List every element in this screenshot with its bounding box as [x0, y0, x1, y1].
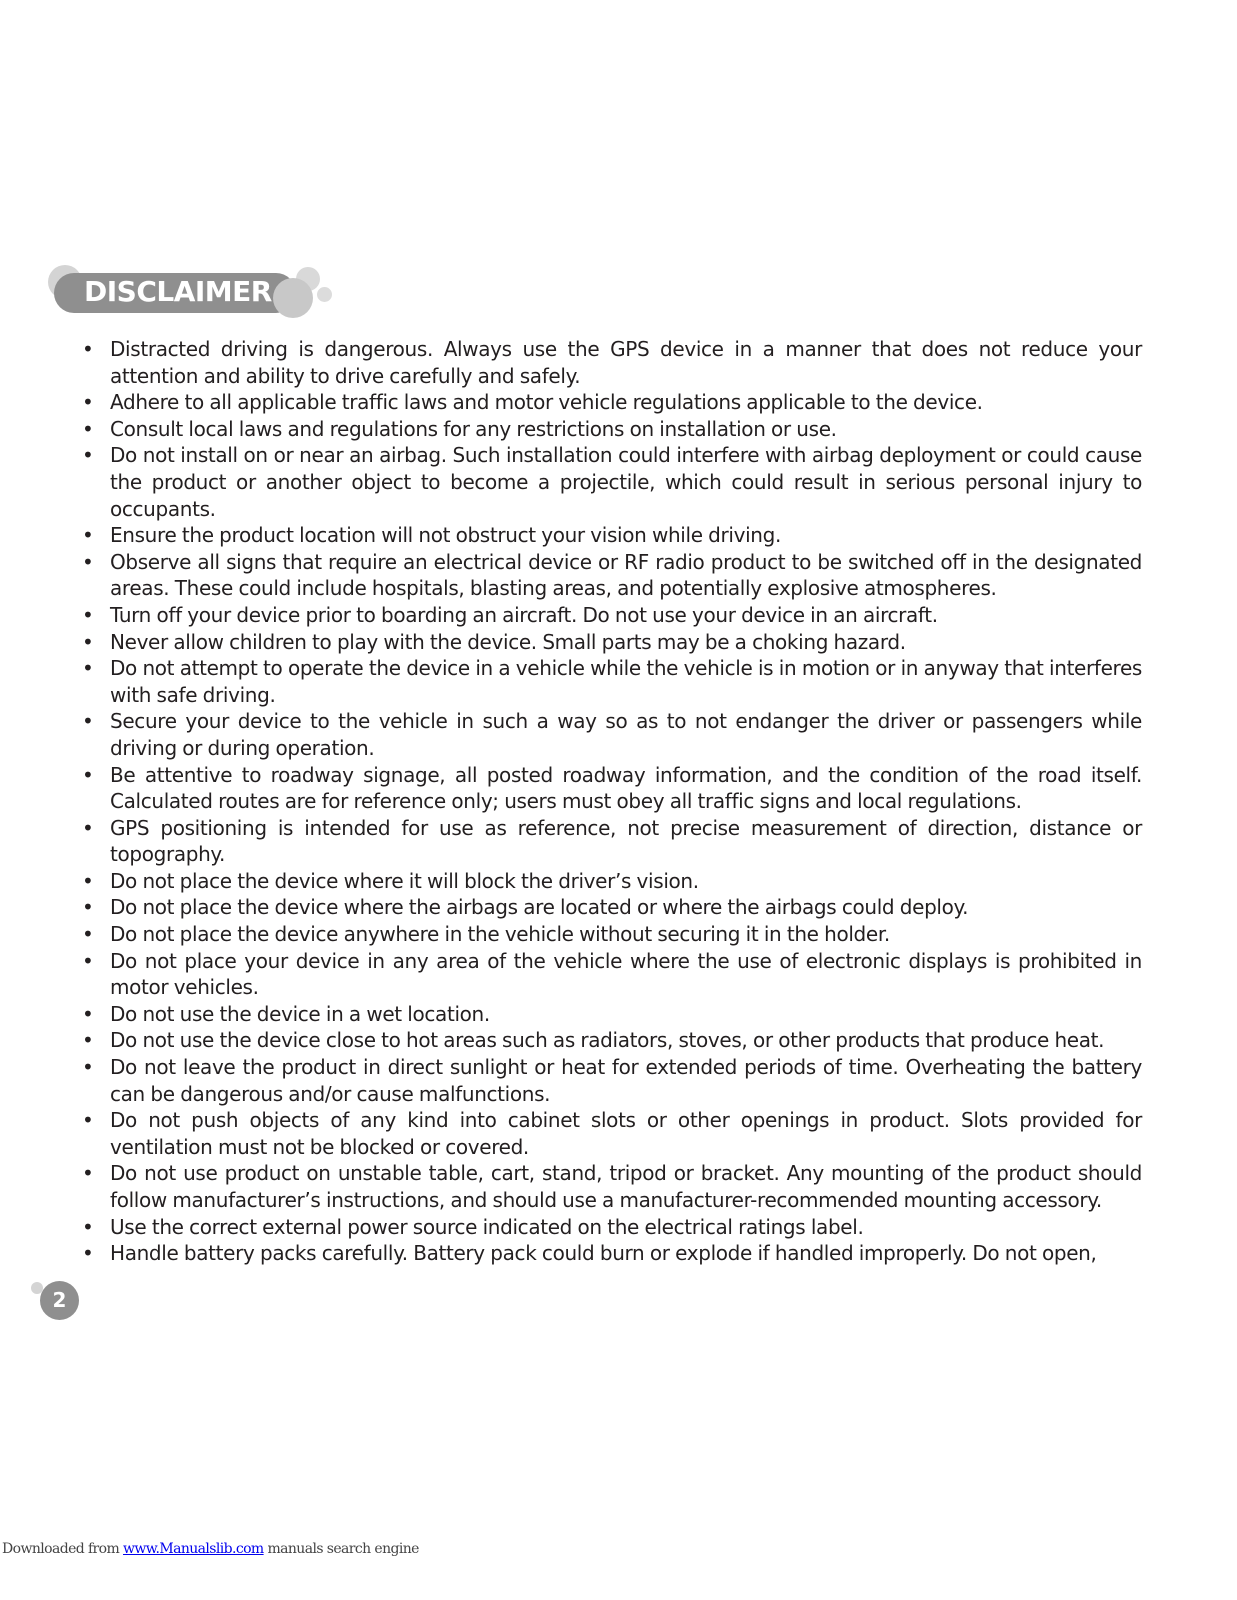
list-item: [82, 416, 1142, 443]
bullet-icon: •: [82, 549, 94, 574]
list-item: [82, 815, 1142, 868]
list-item-text: Adhere to all applicable traffic laws and motor vehicle regulations applicable to the device.: [110, 390, 983, 415]
list-item: [82, 1001, 1142, 1028]
bullet-icon: •: [82, 390, 94, 415]
disclaimer-content: [82, 336, 1142, 1267]
list-item-text: Use the correct external power source indicated on the electrical ratings label.: [110, 1214, 864, 1239]
list-item-text: Observe all signs that require an electrical device or RF radio product to be switched off in the designated areas. These could include hospitals, blasting areas, and potentially explosive atmospheres.: [110, 549, 1142, 601]
bullet-icon: •: [82, 629, 94, 654]
list-item-text: Do not use the device close to hot areas such as radiators, stoves, or other products that produce heat.: [110, 1028, 1105, 1053]
list-item-text: Be attentive to roadway signage, all posted roadway information, and the condition of the road itself. Calculated routes are for reference only; users must obey all traffic signs and local regulations.: [110, 762, 1142, 814]
list-item-text: Ensure the product location will not obstruct your vision while driving.: [110, 523, 781, 548]
footer-prefix: Downloaded from: [2, 1541, 120, 1557]
list-item: [82, 894, 1142, 921]
list-item-text: Do not push objects of any kind into cabinet slots or other openings in product. Slots provided for ventilation must not be blocked or covered.: [110, 1108, 1142, 1159]
bullet-icon: •: [82, 337, 94, 361]
bullet-icon: •: [82, 868, 94, 893]
list-item: [82, 921, 1142, 948]
list-item: [82, 1240, 1142, 1267]
list-item: [82, 1054, 1142, 1107]
list-item-text: Do not place the device anywhere in the vehicle without securing it in the holder.: [110, 922, 890, 947]
list-item-text: Do not place your device in any area of the vehicle where the use of electronic displays is prohibited in motor vehicles.: [110, 948, 1142, 1000]
list-item-text: Never allow children to play with the device. Small parts may be a choking hazard.: [110, 629, 906, 654]
list-item-text: Distracted driving is dangerous. Always use the GPS device in a manner that does not reduce your attention and ability to drive carefully and safely.: [110, 337, 1142, 388]
bullet-icon: •: [82, 895, 94, 920]
page-number: 2: [40, 1281, 79, 1320]
list-item-text: Secure your device to the vehicle in such a way so as to not endanger the driver or passengers while driving or during operation.: [110, 709, 1142, 760]
list-item-text: Do not place the device where it will block the driver’s vision.: [110, 868, 699, 893]
list-item-text: Do not use product on unstable table, cart, stand, tripod or bracket. Any mounting of the product should follow manufacturer’s instructions, and should use a manufacturer-recommended mounting accessory.: [110, 1161, 1142, 1212]
section-header: [44, 263, 344, 323]
list-item: [82, 522, 1142, 549]
bullet-icon: •: [82, 1161, 94, 1186]
list-item: [82, 629, 1142, 656]
bullet-icon: •: [82, 416, 94, 441]
footer: [2, 1541, 419, 1557]
list-item: [82, 389, 1142, 416]
bullet-icon: •: [82, 815, 94, 840]
footer-suffix: manuals search engine: [267, 1541, 419, 1557]
decorative-bubble: [317, 287, 332, 302]
list-item: [82, 1027, 1142, 1054]
list-item-text: Do not leave the product in direct sunlight or heat for extended periods of time. Overheating the battery can be dangerous and/or cause malfunctions.: [110, 1055, 1142, 1106]
list-item: [82, 762, 1142, 815]
bullet-icon: •: [82, 1028, 94, 1053]
bullet-icon: •: [82, 1055, 94, 1080]
list-item-text: Consult local laws and regulations for any restrictions on installation or use.: [110, 416, 837, 441]
list-item: [82, 655, 1142, 708]
disclaimer-list: [82, 336, 1142, 1267]
list-item-text: Do not place the device where the airbags are located or where the airbags could deploy.: [110, 895, 969, 920]
list-item-text: Do not install on or near an airbag. Such installation could interfere with airbag deployment or could cause the product or another object to become a projectile, which could result in serious personal injury to occupants.: [110, 443, 1142, 521]
bullet-icon: •: [82, 602, 94, 627]
list-item: [82, 1214, 1142, 1241]
list-item: [82, 602, 1142, 629]
section-title: DISCLAIMER: [84, 275, 272, 308]
list-item: [82, 1107, 1142, 1160]
list-item: [82, 948, 1142, 1001]
bullet-icon: •: [82, 1108, 94, 1133]
decorative-bubble: [273, 278, 313, 318]
bullet-icon: •: [82, 948, 94, 973]
bullet-icon: •: [82, 762, 94, 787]
list-item-text: Do not attempt to operate the device in a vehicle while the vehicle is in motion or in anyway that interferes with safe driving.: [110, 656, 1142, 707]
bullet-icon: •: [82, 443, 94, 468]
bullet-icon: •: [82, 922, 94, 947]
bullet-icon: •: [82, 1241, 94, 1266]
bullet-icon: •: [82, 656, 94, 681]
list-item: [82, 1160, 1142, 1213]
bullet-icon: •: [82, 709, 94, 734]
list-item-text: Handle battery packs carefully. Battery pack could burn or explode if handled improperly. Do not open,: [110, 1241, 1097, 1266]
list-item: [82, 868, 1142, 895]
footer-link[interactable]: www.Manualslib.com: [123, 1541, 264, 1557]
bullet-icon: •: [82, 1214, 94, 1239]
bullet-icon: •: [82, 523, 94, 548]
list-item: [82, 336, 1142, 389]
list-item: [82, 549, 1142, 602]
list-item: [82, 708, 1142, 761]
list-item-text: GPS positioning is intended for use as reference, not precise measurement of direction, distance or topography.: [110, 815, 1142, 867]
list-item-text: Turn off your device prior to boarding an aircraft. Do not use your device in an aircraft.: [110, 602, 938, 627]
list-item: [82, 442, 1142, 522]
list-item-text: Do not use the device in a wet location.: [110, 1001, 490, 1026]
bullet-icon: •: [82, 1001, 94, 1026]
